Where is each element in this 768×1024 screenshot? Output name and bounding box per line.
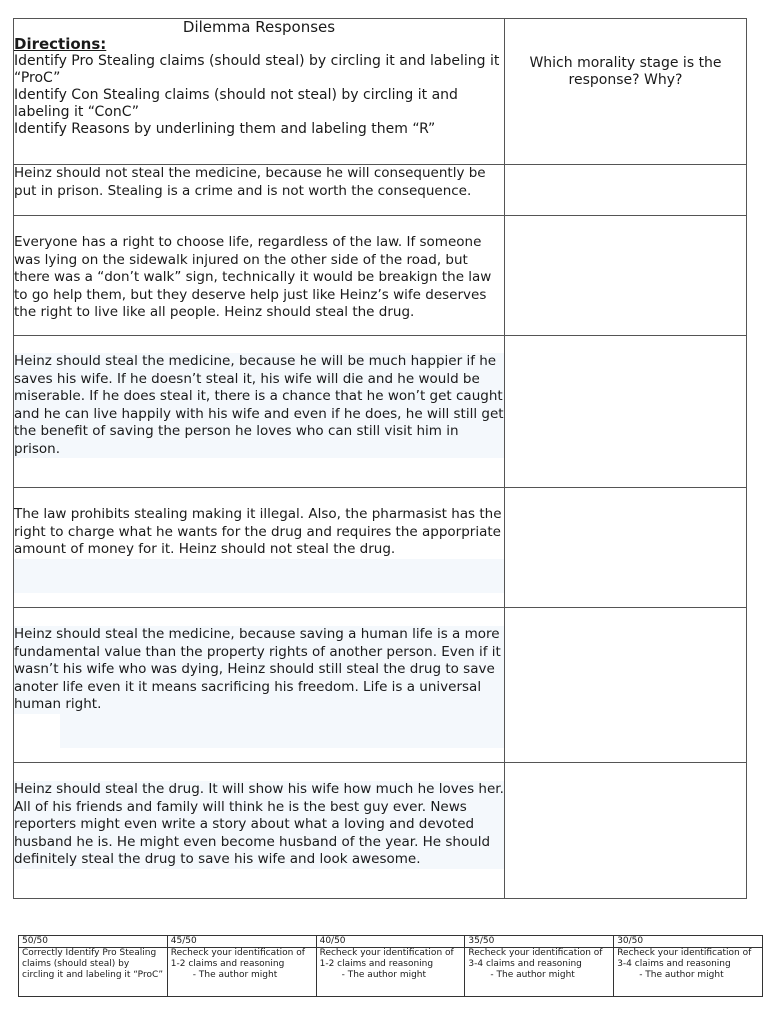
page-title: Dilemma Responses	[182, 18, 336, 36]
dilemma-table	[13, 18, 747, 899]
directions-cell	[14, 19, 505, 165]
answer-cell[interactable]	[505, 216, 747, 336]
rubric-cell	[316, 948, 465, 997]
rubric-description: Correctly Identify Pro Stealing claims (should steal) by circling it and labeling it “ProC”	[22, 948, 164, 980]
rubric-cell	[19, 948, 168, 997]
directions-label: Directions:	[14, 35, 107, 53]
rubric-table	[18, 935, 763, 997]
answer-cell[interactable]	[505, 763, 747, 899]
morality-stage-header: Which morality stage is the response? Why?	[505, 19, 747, 165]
response-text: Heinz should steal the medicine, because he will be much happier if he saves his wife. If he doesn’t steal it, his wife will die and he would be miserable. If he does steal it, there is a chance that he won’t get caught and he can live happily with his wife and even if he does, he will still get the benefit of saving the person he loves who can still visit him in prison.	[14, 353, 504, 457]
rubric-description: Recheck your identification of 1-2 claims and reasoning	[170, 948, 305, 969]
rubric-bullet: - The author might	[490, 970, 575, 980]
answer-cell[interactable]	[505, 488, 747, 608]
response-cell	[14, 165, 505, 216]
response-text: Everyone has a right to choose life, regardless of the law. If someone was lying on the sidewalk injured on the other side of the road, but there was a “don’t walk” sign, technically it would be breakign the law to go help them, but they deserve help just like Heinz’s wife deserves the right to live like all people. Heinz should steal the drug.	[14, 234, 492, 320]
response-cell	[14, 336, 505, 488]
direction-item: Identify Con Stealing claims (should not steal) by circling it and labeling it “ConC”	[14, 87, 458, 120]
rubric-cell	[614, 948, 763, 997]
response-text: Heinz should not steal the medicine, because he will consequently be put in prison. Stealing is a crime and is not worth the consequence.	[14, 165, 486, 199]
rubric-score: 40/50	[316, 936, 465, 948]
response-cell	[14, 608, 505, 763]
rubric-score: 45/50	[167, 936, 316, 948]
answer-cell[interactable]	[505, 336, 747, 488]
shaded-blank	[14, 559, 504, 593]
rubric-bullet: - The author might	[192, 970, 278, 980]
rubric-score: 35/50	[465, 936, 614, 948]
rubric-cell	[167, 948, 316, 997]
response-cell	[14, 216, 505, 336]
shaded-blank	[60, 714, 504, 748]
answer-cell[interactable]	[505, 165, 747, 216]
response-cell	[14, 488, 505, 608]
rubric-score: 50/50	[19, 936, 168, 948]
rubric-description: Recheck your identification of 1-2 claims and reasoning	[319, 948, 454, 969]
rubric-score: 30/50	[614, 936, 763, 948]
response-text: Heinz should steal the drug. It will show his wife how much he loves her. All of his friends and family will think he is the best guy ever. News reporters might even write a story about what a loving and devoted husband he is. He might even become husband of the year. He should definitely steal the drug to save his wife and look awesome.	[14, 781, 504, 867]
response-text: The law prohibits stealing making it illegal. Also, the pharmasist has the right to charge what he wants for the drug and requires the apporpriate amount of money for it. Heinz should not steal the drug.	[14, 506, 502, 557]
rubric-description: Recheck your identification of 3-4 claims and reasoning	[617, 948, 752, 969]
response-cell	[14, 763, 505, 899]
direction-item: Identify Pro Stealing claims (should steal) by circling it and labeling it “ProC”	[14, 53, 500, 86]
rubric-cell	[465, 948, 614, 997]
rubric-bullet: - The author might	[341, 970, 427, 980]
response-text: Heinz should steal the medicine, because saving a human life is a more fundamental value than the property rights of another person. Even if it wasn’t his wife who was dying, Heinz should still steal the drug to save anoter life even it it means sacrificing his freedom. Life is a universal human right.	[14, 626, 504, 714]
direction-item: Identify Reasons by underlining them and labeling them “R”	[14, 121, 436, 137]
rubric-description: Recheck your identification of 3-4 claims and reasoning	[468, 948, 603, 969]
rubric-bullet: - The author might	[639, 970, 724, 980]
answer-cell[interactable]	[505, 608, 747, 763]
